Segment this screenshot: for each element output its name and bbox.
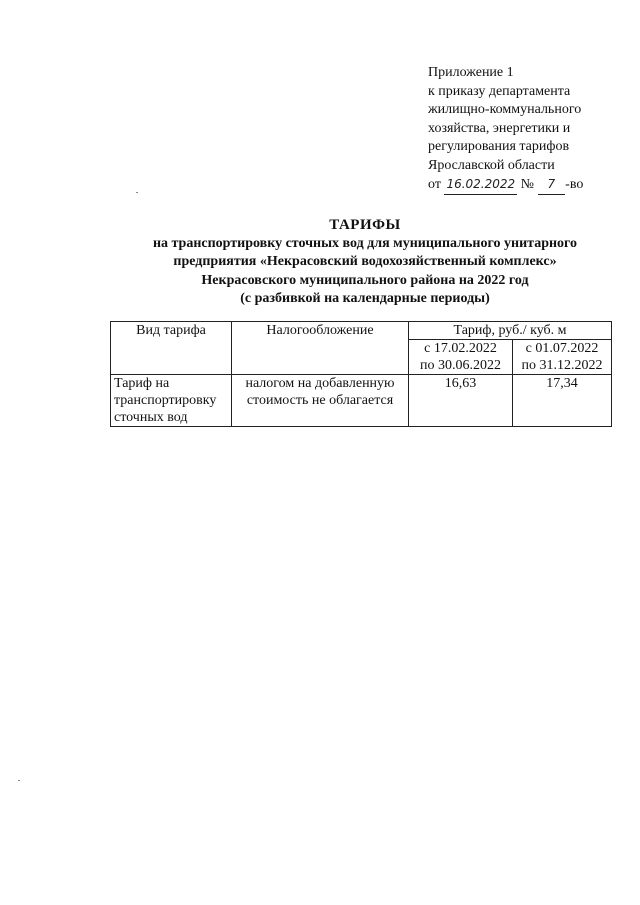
cell-taxation: налогом на добавленную стоимость не облагается <box>232 375 409 427</box>
scan-speck <box>136 192 138 193</box>
title-line: (с разбивкой на календарные периоды) <box>240 291 490 306</box>
period-1 <box>409 340 513 375</box>
order-date: 16.02.2022 <box>444 175 517 195</box>
order-number: 7 <box>538 175 566 195</box>
number-prefix: № <box>520 177 535 192</box>
annex-line: Ярославской области <box>428 157 555 173</box>
table-header-row <box>111 322 612 340</box>
document-title <box>60 216 640 309</box>
title-line: на транспортировку сточных вод для муниципального унитарного <box>152 235 578 251</box>
period-1-start: с 17.02.2022 <box>424 341 497 356</box>
cell-value-period-1: 16,63 <box>409 375 513 427</box>
period-2-end: по 31.12.2022 <box>521 358 603 373</box>
table-row <box>111 375 612 427</box>
scan-speck <box>18 780 20 781</box>
annex-line: Приложение 1 <box>428 65 514 80</box>
date-prefix: от <box>428 177 441 192</box>
header-taxation: Налогообложение <box>232 322 409 375</box>
annex-line: к приказу департамента <box>428 83 571 99</box>
header-tariff-value: Тариф, руб./ куб. м <box>409 322 612 340</box>
tariff-table <box>110 321 612 427</box>
annex-line: хозяйства, энергетики и <box>428 120 571 136</box>
cell-value-period-2: 17,34 <box>513 375 612 427</box>
annex-line: регулирования тарифов <box>428 139 570 154</box>
title-line: Некрасовского муниципального района на 2022 год <box>201 272 529 288</box>
title-line: предприятия «Некрасовский водохозяйственный комплекс» <box>173 254 557 269</box>
period-1-end: по 30.06.2022 <box>420 358 501 373</box>
period-2-start: с 01.07.2022 <box>525 341 599 356</box>
annex-line: жилищно-коммунального <box>428 102 582 117</box>
period-2 <box>513 340 612 375</box>
cell-tariff-type: Тариф на транспортировку сточных вод <box>111 375 232 427</box>
title-main: ТАРИФЫ <box>329 217 401 233</box>
annex-order-line <box>428 175 628 195</box>
number-suffix: -во <box>565 177 584 192</box>
annex-block <box>428 64 628 195</box>
header-tariff-type: Вид тарифа <box>111 322 232 375</box>
